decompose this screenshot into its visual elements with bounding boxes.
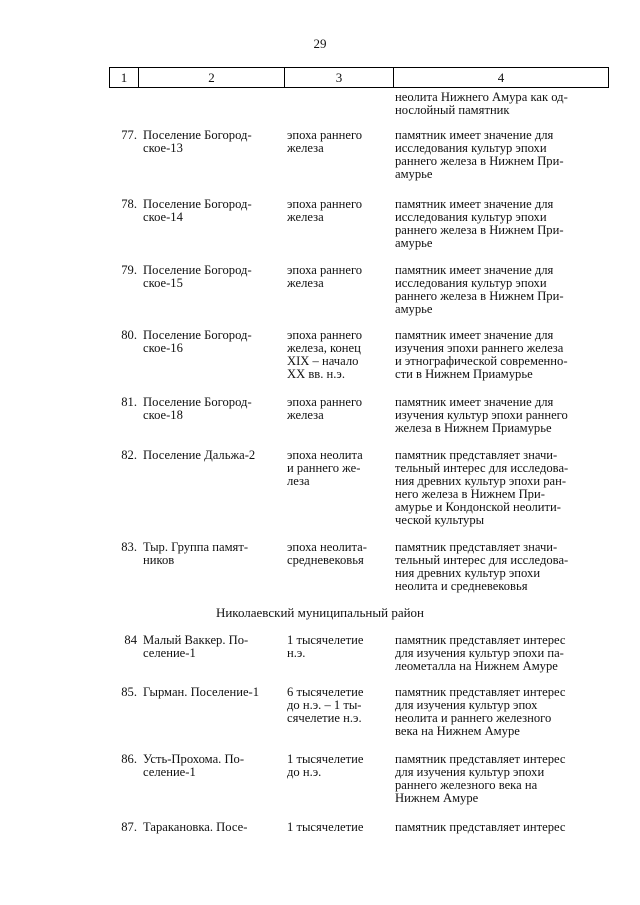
header-col-2: 2 xyxy=(138,68,284,87)
monument-name xyxy=(143,449,279,462)
monument-era-line: сячелетие н.э. xyxy=(287,711,362,725)
monument-era-line: до н.э. – 1 ты- xyxy=(287,698,362,712)
monument-description xyxy=(395,686,607,738)
monument-description-line: ния древних культур эпохи xyxy=(395,566,541,580)
monument-era-line: железа xyxy=(287,276,324,290)
monument-description-line: века на Нижнем Амуре xyxy=(395,724,520,738)
monument-description-line: раннего железа в Нижнем При- xyxy=(395,289,564,303)
monument-name-line: Гырман. Поселение-1 xyxy=(143,685,260,699)
monument-description xyxy=(395,634,607,673)
monument-era xyxy=(287,541,389,567)
monument-name xyxy=(143,541,279,567)
monument-era xyxy=(287,198,389,224)
monument-description-line: изучения эпохи раннего железа xyxy=(395,341,564,355)
row-number: 84 xyxy=(124,633,137,647)
monument-description-line: железа в Нижнем Приамурье xyxy=(395,421,552,435)
monument-name xyxy=(143,396,279,422)
monument-name-line: Усть-Прохома. По- xyxy=(143,752,245,766)
monument-name-line: ников xyxy=(143,553,175,567)
monument-name-line: селение-1 xyxy=(143,765,196,779)
monument-era xyxy=(287,821,389,834)
monument-name xyxy=(143,198,279,224)
monument-era-line: средневековья xyxy=(287,553,364,567)
monument-era-line: до н.э. xyxy=(287,765,322,779)
monument-description-line: для изучения культур эпох xyxy=(395,698,538,712)
monument-era-line: 6 тысячелетие xyxy=(287,685,364,699)
monument-era xyxy=(287,686,389,725)
monument-name-line: ское-13 xyxy=(143,141,183,155)
monument-description-line: памятник имеет значение для xyxy=(395,395,554,409)
monument-description xyxy=(395,264,607,316)
monument-description-line: памятник имеет значение для xyxy=(395,328,554,342)
monument-description-line: тельный интерес для исследова- xyxy=(395,461,569,475)
table-header xyxy=(109,67,609,88)
page-number: 29 xyxy=(313,36,327,51)
monument-name xyxy=(143,753,279,779)
monument-name-line: Малый Ваккер. По- xyxy=(143,633,249,647)
monument-era xyxy=(287,396,389,422)
monument-description xyxy=(395,541,607,593)
monument-name-line: ское-18 xyxy=(143,408,183,422)
row-number: 80. xyxy=(121,328,137,342)
monument-description xyxy=(395,449,607,527)
monument-era-line: железа, конец xyxy=(287,341,361,355)
monument-era xyxy=(287,129,389,155)
monument-name xyxy=(143,686,279,699)
monument-description xyxy=(395,753,607,805)
monument-name-line: Поселение Богород- xyxy=(143,197,252,211)
monument-name-line: Поселение Богород- xyxy=(143,263,252,277)
row-number: 81. xyxy=(121,395,137,409)
monument-name-line: ское-14 xyxy=(143,210,183,224)
row-number: 85. xyxy=(121,685,137,699)
header-col-3: 3 xyxy=(284,68,393,87)
row-number: 77. xyxy=(121,128,137,142)
monument-era-line: XX вв. н.э. xyxy=(287,367,345,381)
section-title: Николаевский муниципальный район xyxy=(215,605,425,620)
monument-description-line: тельный интерес для исследова- xyxy=(395,553,569,567)
monument-name-line: Поселение Богород- xyxy=(143,328,252,342)
monument-description-line: для изучения культур эпохи xyxy=(395,765,545,779)
monument-era-line: железа xyxy=(287,141,324,155)
monument-description-line: раннего железного века на xyxy=(395,778,538,792)
monument-description-line: памятник имеет значение для xyxy=(395,263,554,277)
monument-era-line: эпоха раннего xyxy=(287,197,363,211)
monument-description-line: памятник представляет интерес xyxy=(395,820,566,834)
monument-description-line: неолита и раннего железного xyxy=(395,711,552,725)
monument-era-line: и раннего же- xyxy=(287,461,361,475)
monument-era xyxy=(287,753,389,779)
monument-description-line: памятник представляет интерес xyxy=(395,685,566,699)
monument-description-line: исследования культур эпохи xyxy=(395,210,547,224)
monument-description-line: амурье xyxy=(395,302,433,316)
monument-description-line: исследования культур эпохи xyxy=(395,141,547,155)
monument-description-line: неолита и средневековья xyxy=(395,579,528,593)
monument-era-line: эпоха раннего xyxy=(287,395,363,409)
monument-era-line: железа xyxy=(287,210,324,224)
monument-description-line: памятник имеет значение для xyxy=(395,197,554,211)
monument-description xyxy=(395,396,607,435)
monument-era xyxy=(287,634,389,660)
monument-era xyxy=(287,329,389,381)
monument-name xyxy=(143,264,279,290)
monument-era xyxy=(287,449,389,488)
monument-description xyxy=(395,329,607,381)
monument-era-line: эпоха неолита xyxy=(287,448,363,462)
monument-description-line: него железа в Нижнем При- xyxy=(395,487,545,501)
row-number: 82. xyxy=(121,448,137,462)
monument-description-line: исследования культур эпохи xyxy=(395,276,547,290)
row-number: 86. xyxy=(121,752,137,766)
monument-era-line: 1 тысячелетие xyxy=(287,752,364,766)
monument-name-line: ское-15 xyxy=(143,276,183,290)
monument-description-line: амурье xyxy=(395,167,433,181)
monument-description-line: амурье и Кондонской неолити- xyxy=(395,500,561,514)
header-col-4: 4 xyxy=(393,68,608,87)
monument-name xyxy=(143,129,279,155)
row-number: 83. xyxy=(121,540,137,554)
monument-description-line: сти в Нижнем Приамурье xyxy=(395,367,533,381)
monument-era-line: н.э. xyxy=(287,646,306,660)
monument-era-line: эпоха раннего xyxy=(287,128,363,142)
header-col-1: 1 xyxy=(120,70,128,85)
monument-description-line: для изучения культур эпохи па- xyxy=(395,646,564,660)
row-number: 78. xyxy=(121,197,137,211)
monument-name-line: Тыр. Группа памят- xyxy=(143,540,249,554)
monument-description-line: леометалла на Нижнем Амуре xyxy=(395,659,558,673)
monument-description-line: и этнографической современно- xyxy=(395,354,568,368)
monument-name-line: Поселение Богород- xyxy=(143,395,252,409)
monument-name xyxy=(143,634,279,660)
monument-name-line: ское-16 xyxy=(143,341,183,355)
monument-era-line: железа xyxy=(287,408,324,422)
monument-description-line: раннего железа в Нижнем При- xyxy=(395,223,564,237)
monument-name-line: селение-1 xyxy=(143,646,196,660)
monument-era xyxy=(287,264,389,290)
continuation-line: нослойный памятник xyxy=(395,103,510,117)
monument-name xyxy=(143,821,279,834)
monument-description xyxy=(395,821,607,834)
monument-description-line: памятник имеет значение для xyxy=(395,128,554,142)
monument-era-line: эпоха раннего xyxy=(287,263,363,277)
monument-name-line: Поселение Дальжа-2 xyxy=(143,448,256,462)
monument-description-line: памятник представляет интерес xyxy=(395,752,566,766)
monument-description-line: амурье xyxy=(395,236,433,250)
monument-name-line: Поселение Богород- xyxy=(143,128,252,142)
monument-era-line: XIX – начало xyxy=(287,354,359,368)
monument-description-line: памятник представляет интерес xyxy=(395,633,566,647)
monument-description-line: раннего железа в Нижнем При- xyxy=(395,154,564,168)
monument-description-line: ния древних культур эпохи ран- xyxy=(395,474,567,488)
monument-era-line: эпоха раннего xyxy=(287,328,363,342)
monument-description-line: памятник представляет значи- xyxy=(395,448,558,462)
monument-description xyxy=(395,198,607,250)
monument-era-line: 1 тысячелетие xyxy=(287,633,364,647)
monument-name xyxy=(143,329,279,355)
monument-description-line: изучения культур эпохи раннего xyxy=(395,408,568,422)
monument-era-line: 1 тысячелетие xyxy=(287,820,364,834)
monument-description-line: памятник представляет значи- xyxy=(395,540,558,554)
monument-era-line: леза xyxy=(287,474,310,488)
monument-name-line: Таракановка. Посе- xyxy=(143,820,248,834)
monument-era-line: эпоха неолита- xyxy=(287,540,367,554)
continuation-text xyxy=(395,91,607,117)
row-number: 87. xyxy=(121,820,137,834)
monument-description-line: ческой культуры xyxy=(395,513,485,527)
continuation-line: неолита Нижнего Амура как од- xyxy=(395,90,568,104)
monument-description-line: Нижнем Амуре xyxy=(395,791,479,805)
monument-description xyxy=(395,129,607,181)
row-number: 79. xyxy=(121,263,137,277)
